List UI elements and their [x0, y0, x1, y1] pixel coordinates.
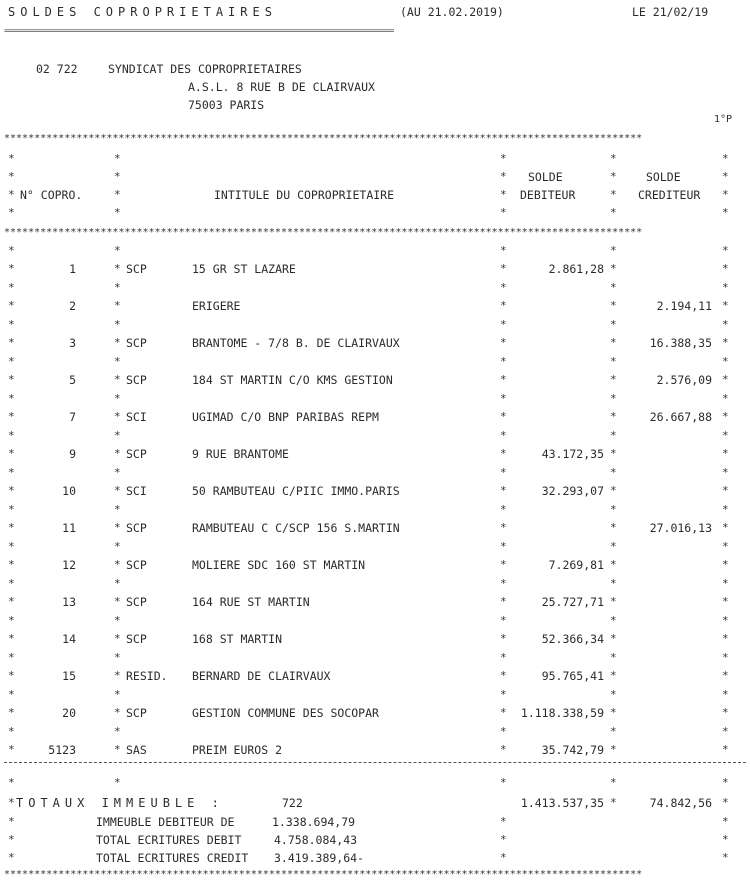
frame-star: * — [8, 392, 15, 405]
frame-star: * — [610, 503, 617, 516]
row-copro-name: PREIM EUROS 2 — [192, 743, 283, 757]
frame-star: * — [500, 447, 507, 460]
frame-star: * — [610, 170, 617, 183]
row-solde-debiteur: 1.118.338,59 — [520, 706, 604, 720]
frame-star: * — [114, 152, 121, 165]
frame-star: * — [722, 410, 729, 423]
frame-star: * — [500, 725, 507, 738]
frame-star: * — [114, 614, 121, 627]
frame-star: * — [8, 796, 15, 809]
frame-star: * — [610, 429, 617, 442]
frame-star: * — [610, 244, 617, 257]
row-copro-type: SCP — [126, 336, 147, 350]
frame-star: * — [722, 776, 729, 789]
frame-star: * — [610, 776, 617, 789]
frame-star: * — [8, 281, 15, 294]
frame-star: * — [500, 262, 507, 275]
frame-star: * — [610, 447, 617, 460]
frame-star: * — [722, 815, 729, 828]
row-solde-crediteur: 2.576,09 — [656, 373, 712, 387]
report-title: SOLDES COPROPRIETAIRES — [8, 5, 277, 19]
frame-star: * — [722, 188, 729, 201]
frame-star: * — [722, 651, 729, 664]
row-copro-name: RAMBUTEAU C C/SCP 156 S.MARTIN — [192, 521, 400, 535]
frame-star: * — [114, 521, 121, 534]
frame-star: * — [500, 577, 507, 590]
frame-star: * — [500, 651, 507, 664]
row-copro-name: 15 GR ST LAZARE — [192, 262, 296, 276]
frame-star: * — [610, 392, 617, 405]
frame-star: * — [500, 688, 507, 701]
row-copro-name: 164 RUE ST MARTIN — [192, 595, 310, 609]
row-copro-name: BERNARD DE CLAIRVAUX — [192, 669, 331, 683]
frame-star: * — [610, 577, 617, 590]
frame-star: * — [8, 651, 15, 664]
row-copro-type: SCP — [126, 262, 147, 276]
col-header-debit-2: DEBITEUR — [520, 188, 576, 202]
frame-star: * — [8, 503, 15, 516]
frame-star: * — [610, 558, 617, 571]
col-header-debit: SOLDE — [528, 170, 563, 184]
frame-star: * — [8, 355, 15, 368]
frame-star: * — [610, 152, 617, 165]
frame-star: * — [8, 776, 15, 789]
frame-star: * — [610, 410, 617, 423]
frame-star: * — [610, 373, 617, 386]
frame-star: * — [8, 614, 15, 627]
frame-star: * — [722, 614, 729, 627]
row-solde-debiteur: 95.765,41 — [541, 669, 604, 683]
frame-star: * — [722, 262, 729, 275]
row-copro-name: 50 RAMBUTEAU C/PIIC IMMO.PARIS — [192, 484, 400, 498]
frame-star: * — [722, 688, 729, 701]
total-separator — [4, 762, 746, 763]
immeuble-debiteur-label: IMMEUBLE DEBITEUR DE — [96, 815, 235, 829]
frame-star: * — [114, 484, 121, 497]
frame-star: * — [722, 521, 729, 534]
frame-star: * — [610, 632, 617, 645]
col-header-credit: SOLDE — [646, 170, 681, 184]
syndicate-code: 02 722 — [36, 62, 78, 76]
ecritures-debit-label: TOTAL ECRITURES DEBIT — [96, 833, 242, 847]
row-copro-number: 15 — [62, 669, 76, 683]
frame-star: * — [114, 206, 121, 219]
frame-star: * — [610, 466, 617, 479]
frame-star: * — [610, 318, 617, 331]
frame-star: * — [8, 447, 15, 460]
frame-star: * — [8, 336, 15, 349]
frame-star: * — [8, 206, 15, 219]
frame-star: * — [500, 540, 507, 553]
row-solde-crediteur: 26.667,88 — [649, 410, 712, 424]
frame-star: * — [722, 558, 729, 571]
frame-star: * — [610, 743, 617, 756]
frame-star: * — [500, 706, 507, 719]
frame-star: * — [722, 725, 729, 738]
frame-star: * — [8, 466, 15, 479]
row-copro-number: 1 — [69, 262, 76, 276]
print-date: LE 21/02/19 — [632, 5, 709, 19]
col-header-num: N° COPRO. — [20, 188, 83, 202]
frame-star: * — [8, 632, 15, 645]
row-copro-type: SAS — [126, 743, 147, 757]
row-solde-crediteur: 2.194,11 — [656, 299, 712, 313]
row-solde-debiteur: 35.742,79 — [541, 743, 604, 757]
page-number: 1°P — [714, 114, 733, 125]
row-copro-number: 20 — [62, 706, 76, 720]
row-solde-debiteur: 52.366,34 — [541, 632, 604, 646]
row-solde-debiteur: 43.172,35 — [541, 447, 604, 461]
frame-star: * — [114, 688, 121, 701]
row-copro-name: ERIGERE — [192, 299, 241, 313]
row-copro-type: SCI — [126, 484, 147, 498]
row-copro-type: SCP — [126, 521, 147, 535]
row-copro-number: 9 — [69, 447, 76, 461]
frame-star: * — [114, 355, 121, 368]
frame-star: * — [8, 833, 15, 846]
frame-star: * — [114, 632, 121, 645]
row-copro-number: 7 — [69, 410, 76, 424]
totals-code: 722 — [282, 796, 303, 810]
row-solde-crediteur: 16.388,35 — [649, 336, 712, 350]
row-copro-number: 13 — [62, 595, 76, 609]
frame-star: * — [610, 206, 617, 219]
frame-star: * — [114, 244, 121, 257]
frame-star: * — [114, 595, 121, 608]
frame-star: * — [500, 614, 507, 627]
report-date: (AU 21.02.2019) — [400, 5, 504, 19]
row-solde-debiteur: 32.293,07 — [541, 484, 604, 498]
row-copro-type: SCP — [126, 558, 147, 572]
frame-star: * — [722, 833, 729, 846]
frame-star: * — [8, 521, 15, 534]
frame-star: * — [722, 392, 729, 405]
frame-star: * — [8, 188, 15, 201]
row-copro-type: SCI — [126, 410, 147, 424]
frame-star: * — [722, 152, 729, 165]
frame-star: * — [610, 484, 617, 497]
frame-star: * — [500, 815, 507, 828]
row-solde-crediteur: 27.016,13 — [649, 521, 712, 535]
row-copro-number: 2 — [69, 299, 76, 313]
frame-star: * — [114, 466, 121, 479]
row-solde-debiteur: 2.861,28 — [548, 262, 604, 276]
frame-star: * — [114, 318, 121, 331]
frame-star: * — [8, 318, 15, 331]
ecritures-credit-label: TOTAL ECRITURES CREDIT — [96, 851, 249, 865]
frame-star: * — [8, 688, 15, 701]
frame-star: * — [722, 466, 729, 479]
frame-star: * — [722, 206, 729, 219]
frame-star: * — [8, 152, 15, 165]
frame-star: * — [8, 706, 15, 719]
totals-debit: 1.413.537,35 — [520, 796, 604, 810]
frame-star: * — [722, 706, 729, 719]
star-rule: ********************************************************************************************************** — [4, 134, 643, 144]
col-header-credit-2: CREDITEUR — [638, 188, 701, 202]
frame-star: * — [500, 484, 507, 497]
frame-star: * — [8, 410, 15, 423]
frame-star: * — [722, 577, 729, 590]
frame-star: * — [114, 373, 121, 386]
frame-star: * — [500, 410, 507, 423]
frame-star: * — [500, 170, 507, 183]
frame-star: * — [114, 776, 121, 789]
frame-star: * — [500, 188, 507, 201]
col-header-owner: INTITULE DU COPROPRIETAIRE — [214, 188, 395, 202]
row-copro-number: 3 — [69, 336, 76, 350]
frame-star: * — [722, 796, 729, 809]
frame-star: * — [8, 558, 15, 571]
frame-star: * — [610, 281, 617, 294]
frame-star: * — [8, 725, 15, 738]
ecritures-credit-value: 3.419.389,64- — [274, 851, 365, 865]
syndicate-asl: A.S.L. 8 RUE B DE CLAIRVAUX — [188, 80, 375, 94]
row-copro-type: RESID. — [126, 669, 168, 683]
row-copro-number: 5 — [69, 373, 76, 387]
frame-star: * — [722, 299, 729, 312]
frame-star: * — [500, 833, 507, 846]
frame-star: * — [500, 669, 507, 682]
frame-star: * — [8, 595, 15, 608]
row-copro-number: 12 — [62, 558, 76, 572]
frame-star: * — [114, 669, 121, 682]
frame-star: * — [8, 373, 15, 386]
syndicate-name: SYNDICAT DES COPROPRIETAIRES — [108, 62, 302, 76]
frame-star: * — [114, 725, 121, 738]
frame-star: * — [500, 595, 507, 608]
frame-star: * — [500, 429, 507, 442]
frame-star: * — [500, 392, 507, 405]
frame-star: * — [722, 318, 729, 331]
frame-star: * — [114, 410, 121, 423]
frame-star: * — [610, 595, 617, 608]
row-copro-type: SCP — [126, 595, 147, 609]
frame-star: * — [114, 743, 121, 756]
frame-star: * — [8, 299, 15, 312]
syndicate-city: 75003 PARIS — [188, 98, 265, 112]
star-rule: ********************************************************************************************************** — [4, 228, 643, 238]
frame-star: * — [722, 503, 729, 516]
frame-star: * — [610, 796, 617, 809]
frame-star: * — [114, 392, 121, 405]
frame-star: * — [610, 521, 617, 534]
frame-star: * — [114, 188, 121, 201]
immeuble-debiteur-value: 1.338.694,79 — [272, 815, 356, 829]
frame-star: * — [500, 299, 507, 312]
frame-star: * — [114, 281, 121, 294]
frame-star: * — [610, 706, 617, 719]
frame-star: * — [610, 669, 617, 682]
row-copro-number: 10 — [62, 484, 76, 498]
frame-star: * — [500, 521, 507, 534]
frame-star: * — [500, 632, 507, 645]
row-copro-type: SCP — [126, 632, 147, 646]
totals-credit: 74.842,56 — [649, 796, 712, 810]
frame-star: * — [114, 262, 121, 275]
row-copro-name: UGIMAD C/O BNP PARIBAS REPM — [192, 410, 379, 424]
frame-star: * — [610, 688, 617, 701]
frame-star: * — [610, 725, 617, 738]
frame-star: * — [500, 776, 507, 789]
frame-star: * — [722, 851, 729, 864]
frame-star: * — [500, 503, 507, 516]
frame-star: * — [114, 577, 121, 590]
frame-star: * — [8, 743, 15, 756]
frame-star: * — [8, 540, 15, 553]
frame-star: * — [722, 447, 729, 460]
row-copro-number: 11 — [62, 521, 76, 535]
frame-star: * — [722, 595, 729, 608]
frame-star: * — [114, 503, 121, 516]
frame-star: * — [500, 355, 507, 368]
frame-star: * — [610, 336, 617, 349]
row-copro-name: 184 ST MARTIN C/O KMS GESTION — [192, 373, 393, 387]
frame-star: * — [8, 262, 15, 275]
frame-star: * — [500, 281, 507, 294]
frame-star: * — [114, 540, 121, 553]
frame-star: * — [500, 373, 507, 386]
frame-star: * — [114, 706, 121, 719]
row-copro-number: 14 — [62, 632, 76, 646]
frame-star: * — [722, 540, 729, 553]
frame-star: * — [8, 429, 15, 442]
frame-star: * — [722, 355, 729, 368]
frame-star: * — [500, 558, 507, 571]
row-solde-debiteur: 25.727,71 — [541, 595, 604, 609]
star-rule: ********************************************************************************************************** — [4, 870, 643, 880]
totals-label: TOTAUX IMMEUBLE : — [16, 796, 224, 810]
frame-star: * — [722, 244, 729, 257]
row-solde-debiteur: 7.269,81 — [548, 558, 604, 572]
frame-star: * — [114, 447, 121, 460]
frame-star: * — [610, 355, 617, 368]
frame-star: * — [500, 318, 507, 331]
frame-star: * — [610, 299, 617, 312]
frame-star: * — [8, 669, 15, 682]
frame-star: * — [722, 429, 729, 442]
frame-star: * — [114, 429, 121, 442]
frame-star: * — [500, 851, 507, 864]
frame-star: * — [722, 281, 729, 294]
frame-star: * — [722, 336, 729, 349]
frame-star: * — [114, 299, 121, 312]
frame-star: * — [722, 669, 729, 682]
frame-star: * — [500, 466, 507, 479]
frame-star: * — [114, 336, 121, 349]
row-copro-type: SCP — [126, 373, 147, 387]
frame-star: * — [722, 373, 729, 386]
frame-star: * — [500, 336, 507, 349]
frame-star: * — [8, 815, 15, 828]
frame-star: * — [500, 206, 507, 219]
frame-star: * — [114, 558, 121, 571]
row-copro-number: 5123 — [48, 743, 76, 757]
frame-star: * — [114, 170, 121, 183]
frame-star: * — [8, 577, 15, 590]
row-copro-name: GESTION COMMUNE DES SOCOPAR — [192, 706, 379, 720]
row-copro-type: SCP — [126, 447, 147, 461]
row-copro-name: MOLIERE SDC 160 ST MARTIN — [192, 558, 366, 572]
row-copro-name: 9 RUE BRANTOME — [192, 447, 289, 461]
frame-star: * — [610, 188, 617, 201]
frame-star: * — [610, 614, 617, 627]
frame-star: * — [610, 651, 617, 664]
frame-star: * — [114, 651, 121, 664]
ecritures-debit-value: 4.758.084,43 — [274, 833, 358, 847]
row-copro-type: SCP — [126, 706, 147, 720]
frame-star: * — [8, 170, 15, 183]
frame-star: * — [722, 484, 729, 497]
frame-star: * — [8, 851, 15, 864]
frame-star: * — [500, 244, 507, 257]
title-underline: ====================================================================================================== — [4, 26, 394, 35]
frame-star: * — [722, 170, 729, 183]
frame-star: * — [722, 743, 729, 756]
frame-star: * — [500, 743, 507, 756]
frame-star: * — [8, 484, 15, 497]
row-copro-name: BRANTOME - 7/8 B. DE CLAIRVAUX — [192, 336, 400, 350]
frame-star: * — [722, 632, 729, 645]
row-copro-name: 168 ST MARTIN — [192, 632, 283, 646]
frame-star: * — [500, 152, 507, 165]
frame-star: * — [610, 540, 617, 553]
frame-star: * — [8, 244, 15, 257]
frame-star: * — [610, 262, 617, 275]
